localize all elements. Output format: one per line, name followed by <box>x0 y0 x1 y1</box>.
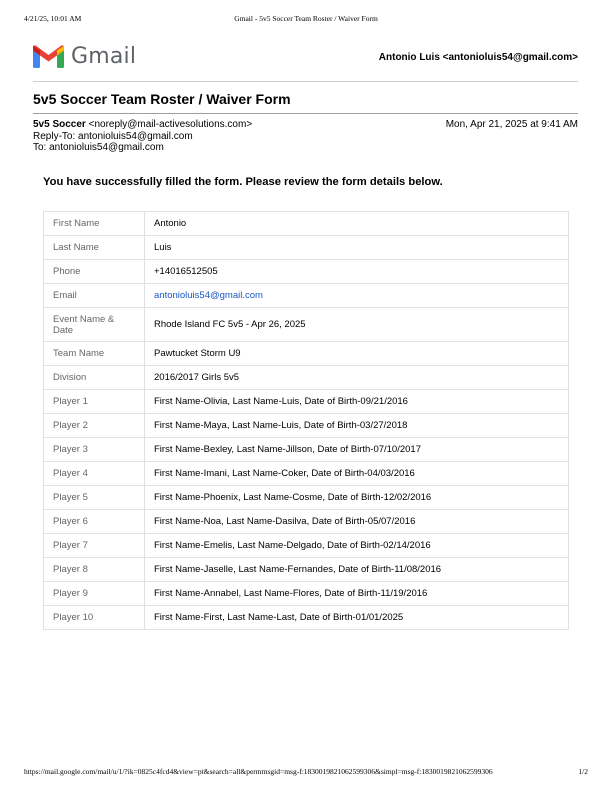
gmail-logo[interactable] <box>33 44 136 68</box>
table-row <box>44 438 569 462</box>
field-value: First Name-Annabel, Last Name-Flores, Date of Birth-11/19/2016 <box>145 582 569 606</box>
sender-address: <noreply@mail-activesolutions.com> <box>88 119 253 130</box>
field-label: Player 4 <box>44 462 145 486</box>
account-email: Antonio Luis <antonioluis54@gmail.com> <box>378 52 578 63</box>
field-label: Player 7 <box>44 534 145 558</box>
header-divider <box>33 81 578 82</box>
table-row <box>44 212 569 236</box>
field-value: First Name-Bexley, Last Name-Jillson, Date of Birth-07/10/2017 <box>145 438 569 462</box>
email-meta <box>33 119 252 154</box>
email-subject: 5v5 Soccer Team Roster / Waiver Form <box>33 91 291 107</box>
form-details-table <box>43 211 569 630</box>
table-row <box>44 308 569 342</box>
table-row <box>44 486 569 510</box>
field-label: Player 3 <box>44 438 145 462</box>
from-line <box>33 119 252 131</box>
field-value: First Name-Emelis, Last Name-Delgado, Date of Birth-02/14/2016 <box>145 534 569 558</box>
field-value: 2016/2017 Girls 5v5 <box>145 366 569 390</box>
table-row <box>44 582 569 606</box>
field-label: Player 5 <box>44 486 145 510</box>
field-label: First Name <box>44 212 145 236</box>
field-value: First Name-Imani, Last Name-Coker, Date of Birth-04/03/2016 <box>145 462 569 486</box>
table-row <box>44 606 569 630</box>
print-header <box>24 14 588 26</box>
print-footer <box>24 767 588 779</box>
table-row <box>44 342 569 366</box>
subject-divider <box>33 113 578 114</box>
field-value: Luis <box>145 236 569 260</box>
field-value: Pawtucket Storm U9 <box>145 342 569 366</box>
table-row <box>44 534 569 558</box>
field-value: First Name-Olivia, Last Name-Luis, Date of Birth-09/21/2016 <box>145 390 569 414</box>
field-label: Player 9 <box>44 582 145 606</box>
email-link[interactable]: antonioluis54@gmail.com <box>145 284 569 308</box>
table-row <box>44 236 569 260</box>
table-row <box>44 260 569 284</box>
table-row <box>44 366 569 390</box>
to-line: To: antonioluis54@gmail.com <box>33 142 164 153</box>
reply-to-line: Reply-To: antonioluis54@gmail.com <box>33 130 193 142</box>
field-value: First Name-Maya, Last Name-Luis, Date of Birth-03/27/2018 <box>145 414 569 438</box>
table-row <box>44 462 569 486</box>
gmail-m-icon <box>33 44 64 68</box>
gmail-wordmark: Gmail <box>71 43 137 69</box>
table-row <box>44 414 569 438</box>
field-label: Team Name <box>44 342 145 366</box>
field-value: First Name-Noa, Last Name-Dasilva, Date of Birth-05/07/2016 <box>145 510 569 534</box>
field-label: Player 6 <box>44 510 145 534</box>
field-label: Phone <box>44 260 145 284</box>
field-label: Division <box>44 366 145 390</box>
field-value: Antonio <box>145 212 569 236</box>
field-label: Last Name <box>44 236 145 260</box>
field-value: First Name-Phoenix, Last Name-Cosme, Date of Birth-12/02/2016 <box>145 486 569 510</box>
sender-name: 5v5 Soccer <box>33 119 86 130</box>
table-row <box>44 284 569 308</box>
intro-message: You have successfully filled the form. Please review the form details below. <box>43 176 443 188</box>
table-row <box>44 558 569 582</box>
print-page-number: 1/2 <box>578 767 588 776</box>
field-label: Event Name & Date <box>44 308 145 342</box>
field-label: Player 10 <box>44 606 145 630</box>
print-datetime: 4/21/25, 10:01 AM <box>24 14 82 23</box>
field-label: Player 8 <box>44 558 145 582</box>
field-value: First Name-Jaselle, Last Name-Fernandes, Date of Birth-11/08/2016 <box>145 558 569 582</box>
email-date: Mon, Apr 21, 2025 at 9:41 AM <box>445 119 578 130</box>
field-value: Rhode Island FC 5v5 - Apr 26, 2025 <box>145 308 569 342</box>
field-label: Player 2 <box>44 414 145 438</box>
field-value: +14016512505 <box>145 260 569 284</box>
field-label: Player 1 <box>44 390 145 414</box>
table-row <box>44 510 569 534</box>
print-url: https://mail.google.com/mail/u/1/?ik=0825c4fcd4&view=pt&search=all&permmsgid=msg-f:1830019821062599306&simpl=msg-f:1830019821062599306 <box>24 767 493 776</box>
print-title: Gmail - 5v5 Soccer Team Roster / Waiver Form <box>234 14 378 23</box>
table-row <box>44 390 569 414</box>
field-label: Email <box>44 284 145 308</box>
field-value: First Name-First, Last Name-Last, Date of Birth-01/01/2025 <box>145 606 569 630</box>
